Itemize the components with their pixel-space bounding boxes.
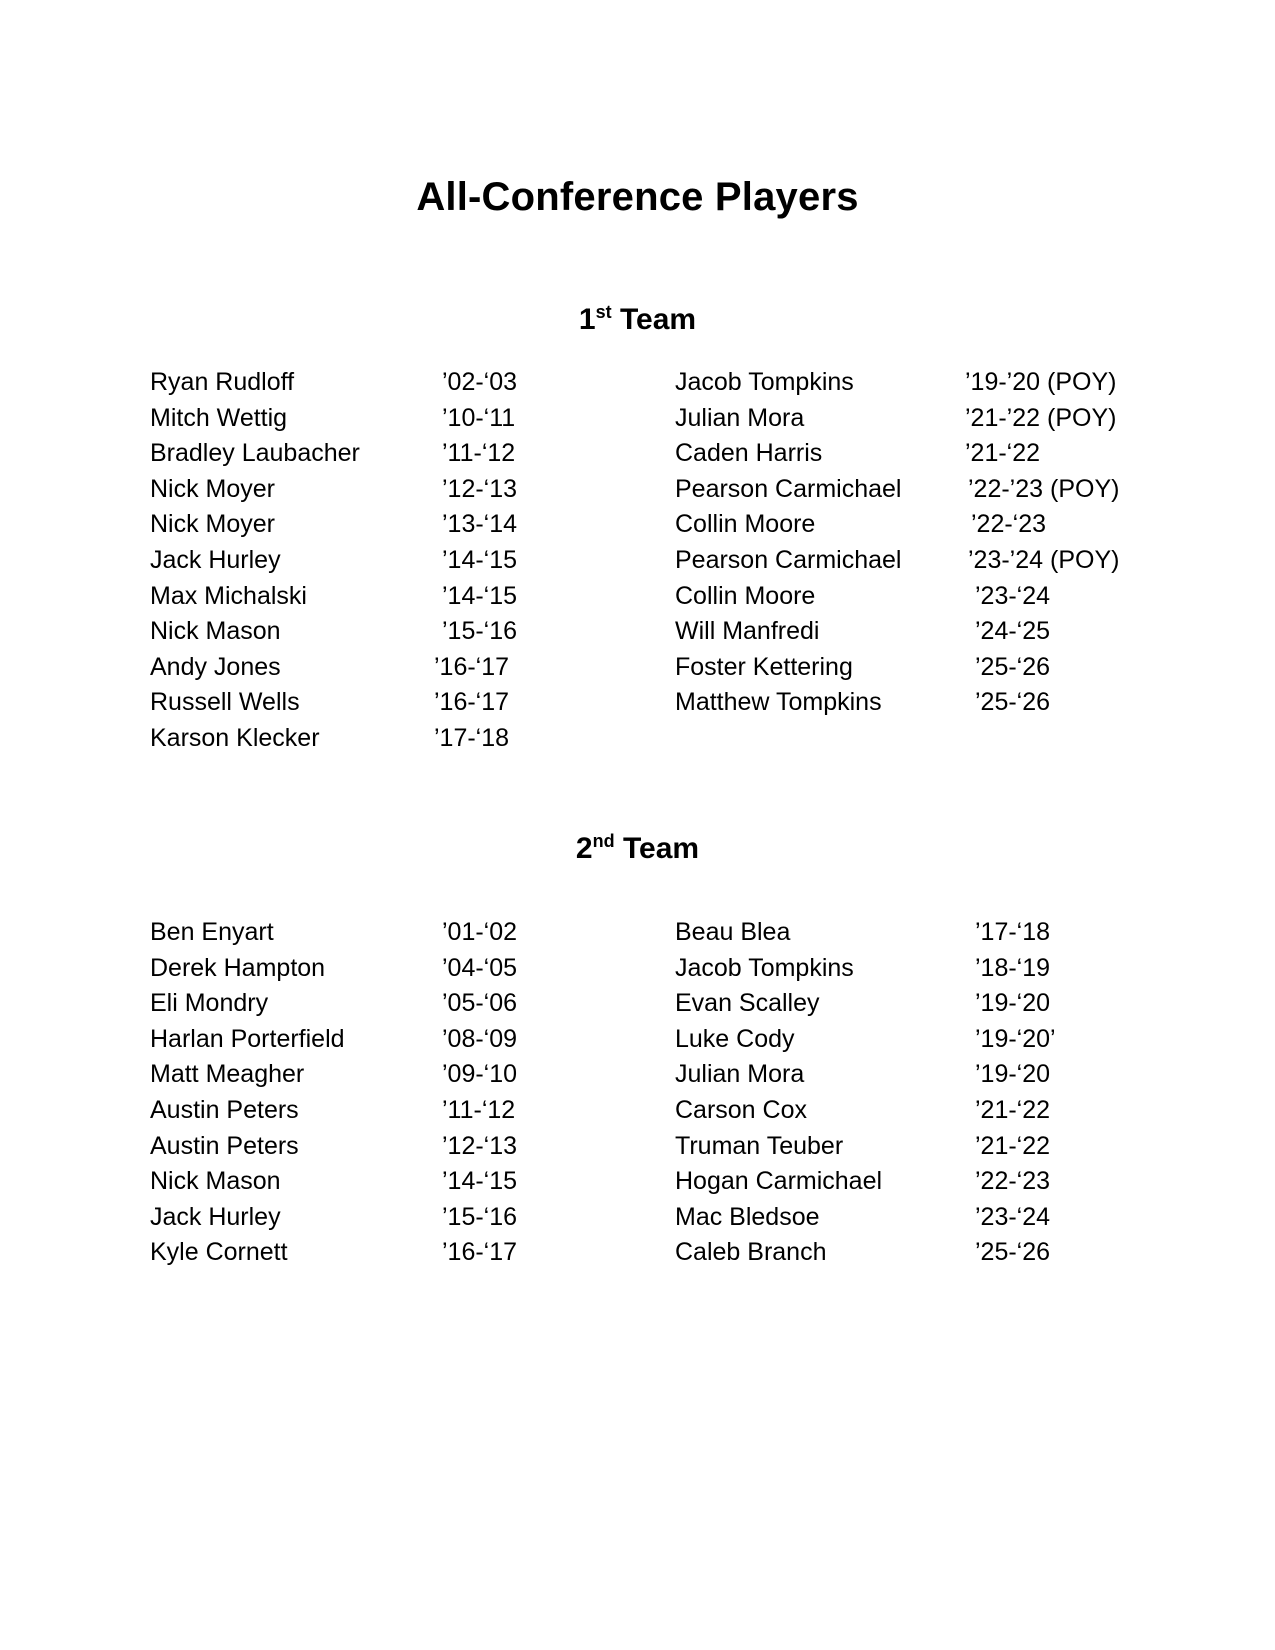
- player-name: Harlan Porterfield: [150, 1024, 345, 1053]
- list-item: [150, 986, 570, 1022]
- player-years: ’15-‘16: [442, 1202, 518, 1231]
- player-name: Nick Mason: [150, 1167, 281, 1196]
- list-item: [675, 650, 1155, 686]
- player-name: Truman Teuber: [675, 1131, 844, 1160]
- player-name: Karson Klecker: [150, 723, 320, 752]
- player-years: ’21-’22 (POY): [965, 403, 1117, 432]
- player-years: ’22-‘23: [975, 1167, 1051, 1196]
- page-title: All-Conference Players: [416, 174, 859, 219]
- list-item: [150, 951, 570, 987]
- list-item: [675, 1093, 1155, 1129]
- player-name: Ben Enyart: [150, 918, 274, 946]
- player-years: ’19-‘20’: [975, 1024, 1056, 1053]
- player-years: ’17-‘18: [975, 918, 1051, 946]
- player-years: ’21-‘22: [965, 439, 1041, 468]
- player-name: Will Manfredi: [675, 617, 820, 646]
- player-name: Collin Moore: [675, 510, 816, 539]
- second-team-heading: [0, 832, 1275, 866]
- list-item: [675, 436, 1155, 472]
- list-item: [150, 614, 570, 650]
- player-years: ’12-‘13: [442, 474, 518, 503]
- player-years: ’22-’23 (POY): [968, 474, 1120, 503]
- player-years: ’05-‘06: [442, 989, 518, 1018]
- player-years: ’09-‘10: [442, 1060, 518, 1089]
- list-item: [150, 472, 570, 508]
- player-years: ’25-‘26: [975, 688, 1051, 717]
- list-item: [675, 579, 1155, 615]
- list-item: [675, 1057, 1155, 1093]
- player-years: ’19-‘20: [975, 1060, 1051, 1089]
- player-name: Jacob Tompkins: [675, 368, 854, 396]
- player-years: ’01-‘02: [442, 918, 518, 946]
- first-team-suffix: st: [595, 302, 612, 322]
- player-name: Matthew Tompkins: [675, 688, 882, 717]
- player-name: Caden Harris: [675, 439, 823, 468]
- second-team-number: 2: [575, 832, 593, 865]
- player-years: ’21-‘22: [975, 1131, 1051, 1160]
- player-name: Russell Wells: [150, 688, 300, 717]
- list-item: [675, 401, 1155, 437]
- player-name: Nick Moyer: [150, 474, 276, 503]
- player-name: Mac Bledsoe: [675, 1202, 820, 1231]
- player-name: Foster Kettering: [675, 652, 853, 681]
- list-item: [675, 1235, 1155, 1271]
- list-item: [675, 1200, 1155, 1236]
- player-name: Kyle Cornett: [150, 1238, 288, 1267]
- list-item: [150, 1164, 570, 1200]
- list-item: [675, 543, 1155, 579]
- player-years: ’21-‘22: [975, 1095, 1051, 1124]
- player-name: Jacob Tompkins: [675, 953, 854, 982]
- player-years: ’23-‘24: [975, 581, 1051, 610]
- second-team-left-list: [150, 915, 570, 1271]
- player-years: ’15-‘16: [442, 617, 518, 646]
- player-years: ’13-‘14: [442, 510, 518, 539]
- list-item: [150, 1200, 570, 1236]
- list-item: [150, 507, 570, 543]
- list-item: [150, 1235, 570, 1271]
- player-years: ’18-‘19: [975, 953, 1051, 982]
- list-item: [150, 685, 570, 721]
- player-name: Ryan Rudloff: [150, 368, 295, 396]
- second-team-label: Team: [622, 832, 700, 865]
- list-item: [675, 614, 1155, 650]
- list-item: [150, 1093, 570, 1129]
- player-years: ’22-‘23: [971, 510, 1047, 539]
- second-team-suffix: nd: [592, 831, 615, 851]
- player-years: ’19-‘20: [975, 989, 1051, 1018]
- list-item: [675, 685, 1155, 721]
- list-item: [150, 721, 570, 757]
- list-item: [150, 579, 570, 615]
- first-team-right-list: [675, 365, 1155, 721]
- first-team-number: 1: [578, 303, 596, 336]
- player-name: Beau Blea: [675, 918, 791, 946]
- player-name: Julian Mora: [675, 403, 805, 432]
- player-name: Mitch Wettig: [150, 403, 288, 432]
- player-years: ’11-‘12: [442, 439, 516, 468]
- player-name: Jack Hurley: [150, 1202, 281, 1231]
- list-item: [150, 436, 570, 472]
- list-item: [675, 472, 1155, 508]
- player-name: Luke Cody: [675, 1024, 795, 1053]
- player-name: Pearson Carmichael: [675, 474, 902, 503]
- list-item: [150, 1022, 570, 1058]
- list-item: [675, 915, 1155, 951]
- player-years: ’04-‘05: [442, 953, 518, 982]
- player-years: ’25-‘26: [975, 652, 1051, 681]
- list-item: [150, 401, 570, 437]
- player-name: Eli Mondry: [150, 989, 269, 1018]
- player-years: ’02-‘03: [442, 368, 518, 396]
- list-item: [675, 1164, 1155, 1200]
- player-name: Collin Moore: [675, 581, 816, 610]
- player-years: ’17-‘18: [434, 723, 510, 752]
- player-years: ’23-‘24: [975, 1202, 1051, 1231]
- second-team-right-list: [675, 915, 1155, 1271]
- list-item: [675, 1129, 1155, 1165]
- player-name: Nick Mason: [150, 617, 281, 646]
- first-team-heading: [0, 303, 1275, 337]
- list-item: [675, 365, 1155, 401]
- player-years: ’12-‘13: [442, 1131, 518, 1160]
- list-item: [675, 986, 1155, 1022]
- player-name: Derek Hampton: [150, 953, 326, 982]
- player-years: ’19-’20 (POY): [965, 368, 1117, 396]
- list-item: [675, 507, 1155, 543]
- player-name: Nick Moyer: [150, 510, 276, 539]
- player-name: Julian Mora: [675, 1060, 805, 1089]
- player-years: ’10-‘11: [442, 403, 516, 432]
- player-name: Austin Peters: [150, 1131, 299, 1160]
- list-item: [150, 650, 570, 686]
- player-years: ’08-‘09: [442, 1024, 518, 1053]
- player-name: Carson Cox: [675, 1095, 807, 1124]
- list-item: [150, 543, 570, 579]
- player-name: Hogan Carmichael: [675, 1167, 883, 1196]
- player-years: ’14-‘15: [442, 1167, 518, 1196]
- player-years: ’23-’24 (POY): [968, 545, 1120, 574]
- player-years: ’14-‘15: [442, 545, 518, 574]
- list-item: [675, 1022, 1155, 1058]
- list-item: [675, 951, 1155, 987]
- player-name: Jack Hurley: [150, 545, 281, 574]
- player-name: Austin Peters: [150, 1095, 299, 1124]
- player-name: Bradley Laubacher: [150, 439, 360, 468]
- player-name: Max Michalski: [150, 581, 307, 610]
- player-name: Evan Scalley: [675, 989, 820, 1018]
- player-years: ’16-‘17: [442, 1238, 518, 1267]
- player-years: ’11-‘12: [442, 1095, 516, 1124]
- player-years: ’25-‘26: [975, 1238, 1051, 1267]
- player-years: ’24-‘25: [975, 617, 1051, 646]
- list-item: [150, 365, 570, 401]
- player-years: ’16-‘17: [434, 652, 510, 681]
- player-years: ’14-‘15: [442, 581, 518, 610]
- list-item: [150, 915, 570, 951]
- player-years: ’16-‘17: [434, 688, 510, 717]
- player-name: Caleb Branch: [675, 1238, 827, 1267]
- player-name: Pearson Carmichael: [675, 545, 902, 574]
- list-item: [150, 1129, 570, 1165]
- first-team-label: Team: [619, 303, 697, 336]
- player-name: Andy Jones: [150, 652, 281, 681]
- list-item: [150, 1057, 570, 1093]
- player-name: Matt Meagher: [150, 1060, 305, 1089]
- first-team-left-list: [150, 365, 570, 757]
